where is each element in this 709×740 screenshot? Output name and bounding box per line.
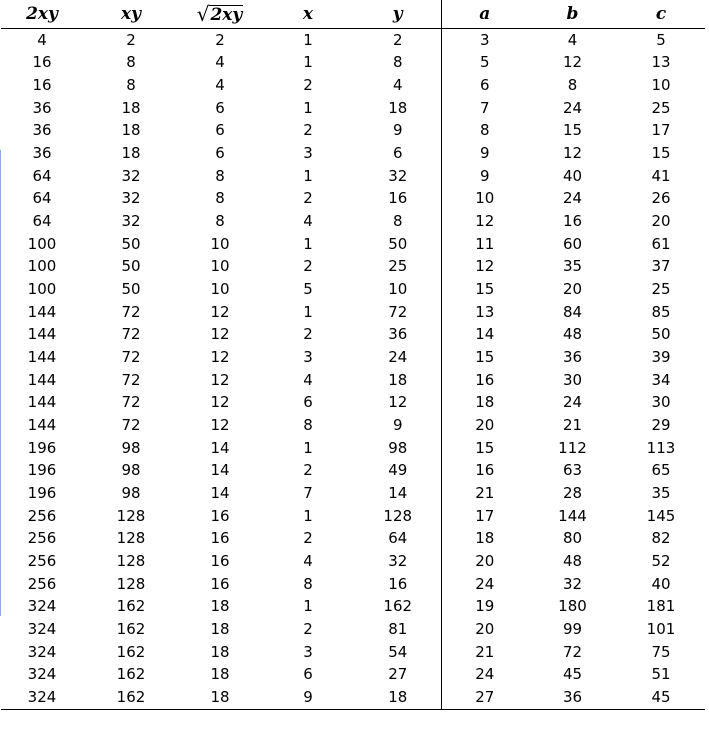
table-row	[1, 324, 705, 347]
cell-x: 1	[303, 234, 313, 253]
cell-xy: 72	[121, 415, 141, 434]
cell-two-xy: 256	[27, 529, 57, 548]
cell-sqrt-two-xy: 14	[210, 483, 230, 502]
header-b: b	[528, 0, 617, 29]
cell-sqrt-two-xy: 18	[210, 665, 230, 684]
cell-c: 85	[651, 302, 671, 321]
cell-c: 37	[651, 257, 671, 276]
cell-c: 145	[646, 506, 676, 525]
cell-x: 1	[303, 597, 313, 616]
cell-xy: 18	[121, 121, 141, 140]
header-x: x	[261, 0, 355, 29]
cell-two-xy: 144	[27, 370, 57, 389]
cell-sqrt-two-xy: 8	[215, 189, 225, 208]
cell-two-xy: 256	[27, 574, 57, 593]
cell-y: 18	[388, 98, 408, 117]
table-row	[1, 459, 705, 482]
cell-two-xy: 36	[32, 121, 52, 140]
cell-sqrt-two-xy: 12	[210, 415, 230, 434]
table-row	[1, 686, 705, 709]
cell-b: 24	[562, 393, 583, 412]
cell-sqrt-two-xy: 2	[215, 30, 225, 49]
cell-c: 20	[651, 212, 671, 231]
cell-x: 1	[303, 98, 313, 117]
cell-a: 21	[441, 641, 528, 664]
cell-two-xy: 144	[27, 393, 57, 412]
cell-b: 112	[558, 438, 587, 457]
cell-c: 25	[651, 98, 671, 117]
cell-a: 8	[441, 120, 528, 143]
table-row	[1, 527, 705, 550]
cell-a: 6	[441, 74, 528, 97]
cell-two-xy: 324	[1, 686, 83, 709]
cell-x: 3	[303, 642, 313, 661]
cell-a: 20	[441, 550, 528, 573]
cell-b: 48	[562, 551, 583, 570]
cell-two-xy: 16	[32, 53, 52, 72]
cell-sqrt-two-xy: 10	[210, 234, 230, 253]
cell-y: 64	[388, 529, 408, 548]
radical-sign-icon: √	[196, 2, 210, 26]
header-xy: xy	[83, 0, 179, 29]
cell-two-xy: 196	[27, 483, 57, 502]
cell-c: 61	[651, 234, 671, 253]
cell-a: 12	[441, 210, 528, 233]
cell-xy: 162	[116, 619, 146, 638]
cell-b: 99	[562, 619, 583, 638]
cell-two-xy: 64	[32, 166, 52, 185]
cell-b: 63	[562, 461, 583, 480]
cell-b: 60	[562, 234, 583, 253]
cell-xy: 128	[116, 574, 146, 593]
cell-y: 25	[388, 257, 408, 276]
cell-b: 15	[562, 121, 583, 140]
cell-b: 36	[562, 348, 583, 367]
cell-two-xy: 196	[27, 438, 57, 457]
cell-a: 27	[441, 686, 528, 709]
table-row	[1, 74, 705, 97]
cell-y: 162	[383, 597, 413, 616]
cell-b: 36	[528, 686, 617, 709]
cell-y: 18	[355, 686, 441, 709]
cell-x: 5	[303, 280, 313, 299]
cell-sqrt-two-xy: 14	[210, 438, 230, 457]
cell-xy: 18	[121, 144, 141, 163]
cell-b: 8	[567, 76, 578, 95]
table-row	[1, 392, 705, 415]
cell-c: 181	[646, 597, 676, 616]
cell-sqrt-two-xy: 8	[215, 212, 225, 231]
cell-sqrt-two-xy: 18	[210, 597, 230, 616]
table-row	[1, 505, 705, 528]
cell-y: 81	[388, 619, 408, 638]
cell-a: 10	[441, 188, 528, 211]
cell-xy: 162	[116, 665, 146, 684]
cell-y: 14	[388, 483, 408, 502]
cell-x: 2	[303, 529, 313, 548]
cell-a: 21	[441, 482, 528, 505]
cell-b: 16	[562, 212, 583, 231]
cell-sqrt-two-xy: 16	[210, 551, 230, 570]
cell-x: 6	[303, 393, 313, 412]
cell-xy: 72	[121, 325, 141, 344]
table-row	[1, 618, 705, 641]
cell-y: 54	[388, 642, 408, 661]
table-row	[1, 52, 705, 75]
cell-y: 8	[392, 212, 403, 231]
cell-y: 10	[388, 280, 408, 299]
cell-sqrt-two-xy: 12	[210, 370, 230, 389]
cell-a: 13	[441, 301, 528, 324]
cell-a: 15	[441, 346, 528, 369]
cell-b: 12	[562, 53, 583, 72]
cell-two-xy: 324	[27, 597, 57, 616]
cell-two-xy: 256	[27, 551, 57, 570]
table-row	[1, 414, 705, 437]
cell-y: 32	[388, 551, 408, 570]
cell-two-xy: 324	[27, 665, 57, 684]
cell-xy: 128	[116, 506, 146, 525]
cell-a: 20	[441, 618, 528, 641]
table-row	[1, 369, 705, 392]
cell-x: 9	[261, 686, 355, 709]
cell-y: 4	[392, 76, 403, 95]
cell-y: 2	[392, 30, 403, 49]
cell-c: 15	[651, 144, 671, 163]
cell-a: 14	[441, 324, 528, 347]
cell-sqrt-two-xy: 8	[215, 166, 225, 185]
header-row	[1, 0, 705, 29]
cell-x: 8	[303, 574, 313, 593]
cell-sqrt-two-xy: 16	[210, 529, 230, 548]
cell-xy: 50	[121, 280, 141, 299]
cell-c: 30	[651, 393, 671, 412]
cell-c: 13	[651, 53, 671, 72]
cell-a: 12	[441, 256, 528, 279]
table-row	[1, 165, 705, 188]
cell-two-xy: 16	[32, 76, 52, 95]
table-row	[1, 595, 705, 618]
cell-b: 180	[558, 597, 587, 616]
table-row	[1, 210, 705, 233]
header-a: a	[441, 0, 528, 29]
table-row	[1, 97, 705, 120]
cell-a: 15	[441, 278, 528, 301]
cell-x: 1	[303, 302, 313, 321]
cell-c: 82	[651, 529, 671, 548]
cell-two-xy: 144	[27, 415, 57, 434]
cell-two-xy: 196	[27, 461, 57, 480]
cell-c: 45	[617, 686, 705, 709]
cell-sqrt-two-xy: 10	[210, 257, 230, 276]
cell-sqrt-two-xy: 6	[215, 121, 225, 140]
cell-c: 25	[651, 280, 671, 299]
cell-two-xy: 100	[27, 257, 57, 276]
cell-xy: 50	[121, 234, 141, 253]
cell-c: 40	[651, 574, 671, 593]
cell-b: 40	[562, 166, 583, 185]
cell-xy: 162	[116, 642, 146, 661]
cell-two-xy: 256	[27, 506, 57, 525]
header-sqrt-two-xy	[179, 0, 261, 29]
cell-a: 24	[441, 663, 528, 686]
cell-x: 4	[303, 212, 313, 231]
cell-c: 5	[656, 30, 666, 49]
cell-b: 144	[558, 506, 587, 525]
cell-two-xy: 324	[27, 619, 57, 638]
header-c: c	[617, 0, 705, 29]
cell-a: 7	[441, 97, 528, 120]
table-row	[1, 256, 705, 279]
cell-c: 17	[651, 121, 671, 140]
cell-y: 16	[388, 189, 408, 208]
cell-c: 35	[651, 483, 671, 502]
cell-a: 9	[441, 142, 528, 165]
cell-c: 34	[651, 370, 671, 389]
cell-y: 12	[388, 393, 408, 412]
cell-y: 24	[388, 348, 408, 367]
cell-y: 128	[383, 506, 413, 525]
cell-xy: 72	[121, 348, 141, 367]
cell-y: 50	[388, 234, 408, 253]
cell-xy: 72	[121, 302, 141, 321]
cell-xy: 72	[121, 370, 141, 389]
cell-y: 9	[392, 415, 403, 434]
cell-b: 80	[562, 529, 583, 548]
cell-two-xy: 36	[32, 144, 52, 163]
cell-x: 1	[303, 506, 313, 525]
cell-sqrt-two-xy: 4	[215, 53, 225, 72]
cell-x: 4	[303, 551, 313, 570]
table-row	[1, 482, 705, 505]
cell-sqrt-two-xy: 6	[215, 144, 225, 163]
cell-x: 2	[303, 121, 313, 140]
table-row	[1, 29, 705, 52]
table-row	[1, 278, 705, 301]
cell-xy: 32	[121, 212, 141, 231]
cell-c: 51	[651, 665, 671, 684]
cell-sqrt-two-xy: 18	[179, 686, 261, 709]
cell-a: 20	[441, 414, 528, 437]
cell-x: 1	[303, 438, 313, 457]
table-row	[1, 641, 705, 664]
cell-b: 35	[562, 257, 583, 276]
cell-sqrt-two-xy: 4	[215, 76, 225, 95]
cell-b: 84	[562, 302, 583, 321]
cell-b: 24	[562, 189, 583, 208]
cell-two-xy: 100	[27, 234, 57, 253]
cell-xy: 98	[121, 483, 141, 502]
cell-b: 48	[562, 325, 583, 344]
cell-sqrt-two-xy: 12	[210, 393, 230, 412]
cell-x: 2	[303, 619, 313, 638]
cell-y: 9	[392, 121, 403, 140]
cell-y: 8	[392, 53, 403, 72]
cell-y: 18	[388, 370, 408, 389]
cell-sqrt-two-xy: 12	[210, 325, 230, 344]
cell-x: 2	[303, 189, 313, 208]
cell-xy: 32	[121, 189, 141, 208]
cell-y: 32	[388, 166, 408, 185]
cell-a: 19	[441, 595, 528, 618]
cell-a: 24	[441, 573, 528, 596]
cell-x: 2	[303, 257, 313, 276]
cell-xy: 162	[116, 597, 146, 616]
cell-x: 8	[303, 415, 313, 434]
cell-xy: 32	[121, 166, 141, 185]
table-row	[1, 188, 705, 211]
cell-xy: 128	[116, 551, 146, 570]
cell-a: 16	[441, 369, 528, 392]
cell-xy: 128	[116, 529, 146, 548]
cell-b: 72	[562, 642, 583, 661]
cell-b: 12	[562, 144, 583, 163]
cell-y: 6	[392, 144, 403, 163]
cell-a: 17	[441, 505, 528, 528]
cell-x: 6	[303, 665, 313, 684]
cell-x: 1	[303, 53, 313, 72]
cell-a: 3	[441, 29, 528, 52]
cell-two-xy: 64	[32, 212, 52, 231]
cell-xy: 98	[121, 461, 141, 480]
cell-b: 20	[562, 280, 583, 299]
cell-a: 18	[441, 392, 528, 415]
table-row	[1, 550, 705, 573]
cell-xy: 98	[121, 438, 141, 457]
pythagorean-triples-table	[1, 0, 705, 710]
cell-x: 3	[303, 144, 313, 163]
cell-x: 1	[303, 30, 313, 49]
cell-a: 11	[441, 233, 528, 256]
table-row	[1, 437, 705, 460]
cell-two-xy: 324	[27, 642, 57, 661]
cell-sqrt-two-xy: 18	[210, 642, 230, 661]
cell-x: 2	[303, 76, 313, 95]
cell-c: 10	[651, 76, 671, 95]
cell-xy: 72	[121, 393, 141, 412]
cell-a: 5	[441, 52, 528, 75]
cell-sqrt-two-xy: 6	[215, 98, 225, 117]
cell-c: 50	[651, 325, 671, 344]
cell-y: 98	[388, 438, 408, 457]
cell-sqrt-two-xy: 12	[210, 302, 230, 321]
table-row	[1, 346, 705, 369]
cell-x: 2	[303, 325, 313, 344]
cell-sqrt-two-xy: 12	[210, 348, 230, 367]
cell-a: 16	[441, 459, 528, 482]
sqrt-expression	[197, 2, 244, 26]
cell-b: 32	[562, 574, 583, 593]
cell-c: 113	[646, 438, 676, 457]
table-row	[1, 301, 705, 324]
table-row	[1, 120, 705, 143]
header-two-xy: 2xy	[1, 0, 83, 29]
cell-b: 28	[562, 483, 583, 502]
cell-c: 29	[651, 415, 671, 434]
cell-x: 4	[303, 370, 313, 389]
radicand: 2xy	[210, 5, 243, 25]
cell-two-xy: 36	[32, 98, 52, 117]
cell-sqrt-two-xy: 14	[210, 461, 230, 480]
cell-sqrt-two-xy: 16	[210, 574, 230, 593]
table-row	[1, 233, 705, 256]
cell-b: 24	[562, 98, 583, 117]
cell-sqrt-two-xy: 10	[210, 280, 230, 299]
cell-y: 36	[388, 325, 408, 344]
cell-xy: 2	[126, 30, 136, 49]
cell-y: 49	[388, 461, 408, 480]
cell-two-xy: 144	[27, 348, 57, 367]
cell-sqrt-two-xy: 18	[210, 619, 230, 638]
table-row	[1, 663, 705, 686]
cell-x: 1	[303, 166, 313, 185]
cell-a: 18	[441, 527, 528, 550]
table-body	[1, 29, 705, 710]
cell-c: 52	[651, 551, 671, 570]
cell-c: 75	[651, 642, 671, 661]
cell-y: 16	[388, 574, 408, 593]
cell-y: 72	[388, 302, 408, 321]
cell-xy: 8	[126, 76, 136, 95]
cell-c: 65	[651, 461, 671, 480]
cell-two-xy: 100	[27, 280, 57, 299]
cell-a: 15	[441, 437, 528, 460]
header-y: y	[355, 0, 441, 29]
cell-two-xy: 4	[37, 30, 47, 49]
cell-xy: 50	[121, 257, 141, 276]
cell-xy: 8	[126, 53, 136, 72]
cell-c: 41	[651, 166, 671, 185]
cell-c: 26	[651, 189, 671, 208]
cell-y: 27	[388, 665, 408, 684]
cell-sqrt-two-xy: 16	[210, 506, 230, 525]
cell-a: 9	[441, 165, 528, 188]
cell-x: 7	[303, 483, 313, 502]
table-row	[1, 142, 705, 165]
cell-x: 2	[303, 461, 313, 480]
cell-xy: 18	[121, 98, 141, 117]
cell-two-xy: 144	[27, 325, 57, 344]
cell-b: 45	[562, 665, 583, 684]
cell-x: 3	[303, 348, 313, 367]
cell-b: 21	[562, 415, 583, 434]
table-row	[1, 573, 705, 596]
cell-two-xy: 144	[27, 302, 57, 321]
cell-c: 101	[646, 619, 676, 638]
cell-b: 4	[567, 30, 578, 49]
cell-b: 30	[562, 370, 583, 389]
cell-c: 39	[651, 348, 671, 367]
cell-xy: 162	[83, 686, 179, 709]
cell-two-xy: 64	[32, 189, 52, 208]
